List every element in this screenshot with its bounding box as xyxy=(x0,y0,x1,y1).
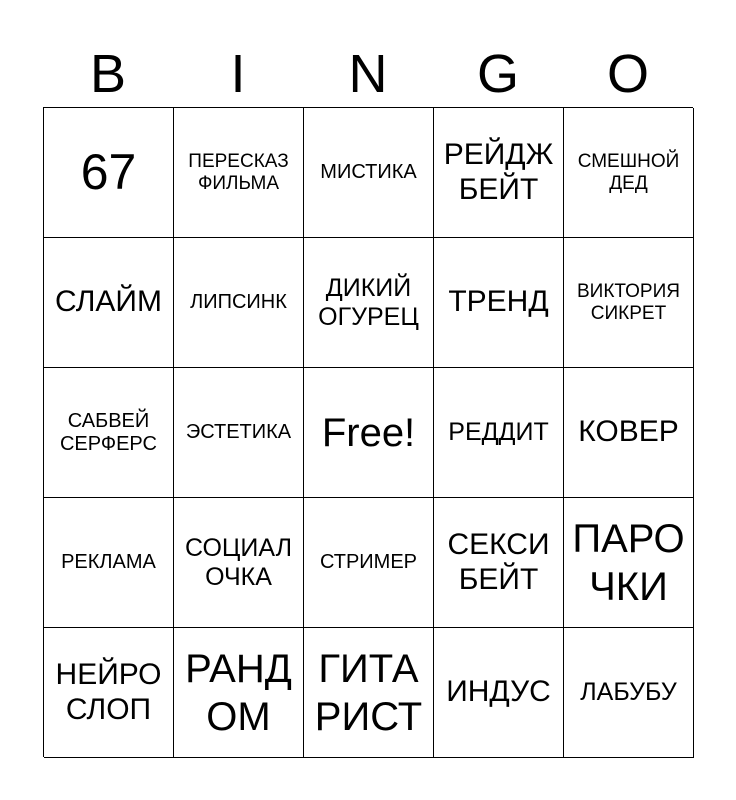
bingo-cell-3-4[interactable] xyxy=(434,368,564,498)
cell-label: СЕКСИ БЕЙТ xyxy=(447,528,550,596)
cell-label: ЭСТЕТИКА xyxy=(185,421,292,443)
header-letter-n: N xyxy=(348,44,388,104)
cell-label: ЛИПСИНК xyxy=(190,291,287,313)
cell-label: ПЕРЕСКАЗ ФИЛЬМА xyxy=(188,150,289,194)
cell-label: ВИКТОРИЯ СИКРЕТ xyxy=(577,280,680,324)
cell-label: НЕЙРО СЛОП xyxy=(55,658,162,726)
cell-label: ДИКИЙ ОГУРЕЦ xyxy=(318,273,419,331)
cell-label: КОВЕР xyxy=(578,415,679,449)
bingo-cell-1-4[interactable] xyxy=(434,108,564,238)
bingo-cell-3-5[interactable] xyxy=(564,368,694,498)
cell-label: СЛАЙМ xyxy=(55,285,162,319)
bingo-cell-3-1[interactable] xyxy=(44,368,174,498)
cell-label: СОЦИАЛ ОЧКА xyxy=(184,533,293,591)
cell-label: ТРЕНД xyxy=(448,285,549,319)
bingo-board xyxy=(43,107,693,757)
cell-label: ГИТА РИСТ xyxy=(314,646,423,739)
cell-label: РЕЙДЖ БЕЙТ xyxy=(443,138,554,206)
bingo-cell-5-5[interactable] xyxy=(564,628,694,758)
cell-label: ИНДУС xyxy=(446,675,551,709)
cell-label: 67 xyxy=(80,143,137,200)
bingo-header xyxy=(43,40,693,108)
bingo-cell-4-4[interactable] xyxy=(434,498,564,628)
bingo-cell-4-1[interactable] xyxy=(44,498,174,628)
bingo-cell-1-5[interactable] xyxy=(564,108,694,238)
bingo-cell-4-2[interactable] xyxy=(174,498,304,628)
bingo-cell-1-1[interactable] xyxy=(44,108,174,238)
bingo-cell-4-5[interactable] xyxy=(564,498,694,628)
bingo-cell-4-3[interactable] xyxy=(304,498,434,628)
bingo-cell-2-4[interactable] xyxy=(434,238,564,368)
bingo-cell-1-2[interactable] xyxy=(174,108,304,238)
free-space: Free! xyxy=(321,410,416,455)
cell-label: СМЕШНОЙ ДЕД xyxy=(577,150,680,194)
bingo-cell-2-5[interactable] xyxy=(564,238,694,368)
header-letter-i: I xyxy=(230,44,246,104)
header-letter-b: B xyxy=(89,44,127,104)
cell-label: ПАРО ЧКИ xyxy=(572,516,685,609)
bingo-cell-1-3[interactable] xyxy=(304,108,434,238)
cell-label: РАНД ОМ xyxy=(185,646,292,739)
cell-label: РЕДДИТ xyxy=(448,418,549,447)
header-letter-g: G xyxy=(476,44,519,104)
bingo-cell-3-3[interactable] xyxy=(304,368,434,498)
bingo-cell-3-2[interactable] xyxy=(174,368,304,498)
cell-label: ЛАБУБУ xyxy=(580,678,677,707)
cell-label: САБВЕЙ СЕРФЕРС xyxy=(59,409,157,455)
header-letter-o: O xyxy=(606,44,649,104)
bingo-cell-5-3[interactable] xyxy=(304,628,434,758)
bingo-cell-5-4[interactable] xyxy=(434,628,564,758)
bingo-cell-5-2[interactable] xyxy=(174,628,304,758)
cell-label: СТРИМЕР xyxy=(319,551,418,573)
bingo-cell-2-1[interactable] xyxy=(44,238,174,368)
bingo-cell-2-3[interactable] xyxy=(304,238,434,368)
cell-label: РЕКЛАМА xyxy=(61,551,156,573)
bingo-cell-5-1[interactable] xyxy=(44,628,174,758)
cell-label: МИСТИКА xyxy=(320,161,417,183)
bingo-cell-2-2[interactable] xyxy=(174,238,304,368)
